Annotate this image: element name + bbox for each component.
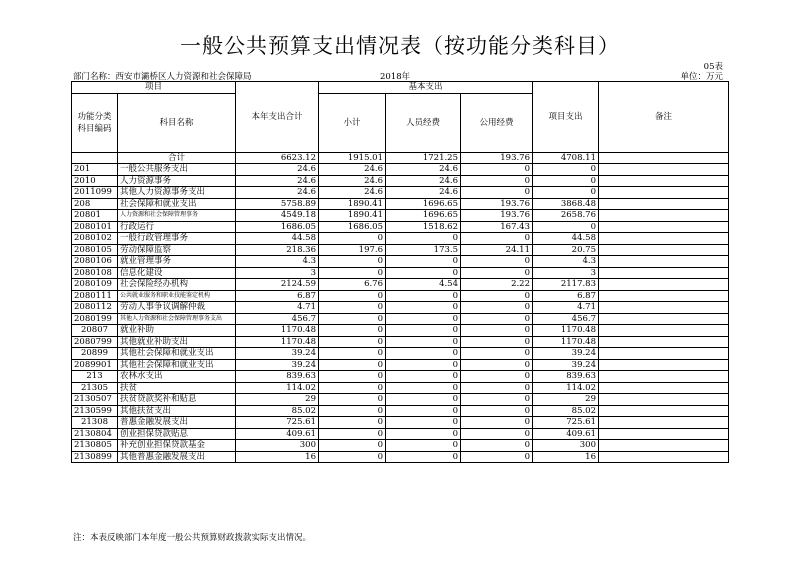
table-row [72, 175, 729, 187]
cell-subtotal: 0 [319, 382, 386, 394]
header-total: 本年支出合计 [236, 82, 319, 153]
cell-total: 24.6 [236, 175, 319, 187]
cell-name: 农林水支出 [118, 371, 236, 383]
cell-total: 1170.48 [236, 325, 319, 337]
cell-public: 0 [461, 417, 533, 429]
cell-total: 3 [236, 267, 319, 279]
cell-code: 2080105 [72, 244, 118, 256]
cell-subtotal: 24.6 [319, 187, 386, 199]
cell-total: 16 [236, 451, 319, 463]
cell-total: 6.87 [236, 290, 319, 302]
table-row [72, 279, 729, 291]
cell-total: 725.61 [236, 417, 319, 429]
cell-total: 4.3 [236, 256, 319, 268]
cell-name: 合计 [118, 152, 236, 164]
cell-public: 0 [461, 164, 533, 176]
cell-code: 2011099 [72, 187, 118, 199]
header-project: 项目支出 [533, 82, 599, 153]
cell-code: 2080101 [72, 221, 118, 233]
cell-name: 信息化建设 [118, 267, 236, 279]
cell-code: 213 [72, 371, 118, 383]
table-row [72, 267, 729, 279]
table-row [72, 336, 729, 348]
cell-name: 其他社会保障和就业支出 [118, 359, 236, 371]
cell-public: 0 [461, 256, 533, 268]
table-row [72, 233, 729, 245]
cell-project: 44.58 [533, 233, 599, 245]
cell-personnel: 0 [386, 428, 461, 440]
cell-personnel: 4.54 [386, 279, 461, 291]
cell-remark [599, 417, 729, 429]
cell-name: 劳动人事争议调解仲裁 [118, 302, 236, 314]
cell-total: 409.61 [236, 428, 319, 440]
cell-project: 456.7 [533, 313, 599, 325]
cell-subtotal: 0 [319, 336, 386, 348]
table-row [72, 394, 729, 406]
cell-personnel: 0 [386, 359, 461, 371]
cell-name: 劳动保障监察 [118, 244, 236, 256]
cell-code: 2080112 [72, 302, 118, 314]
cell-public: 0 [461, 394, 533, 406]
cell-subtotal: 6.76 [319, 279, 386, 291]
cell-code: 2130805 [72, 440, 118, 452]
table-number: 05表 [703, 62, 723, 72]
cell-remark [599, 451, 729, 463]
cell-public: 0 [461, 290, 533, 302]
cell-personnel: 0 [386, 417, 461, 429]
cell-remark [599, 359, 729, 371]
table-row [72, 302, 729, 314]
cell-total: 456.7 [236, 313, 319, 325]
cell-code: 21305 [72, 382, 118, 394]
cell-public: 0 [461, 371, 533, 383]
cell-remark [599, 256, 729, 268]
department-name: 部门名称：西安市灞桥区人力资源和社会保障局 [73, 72, 252, 82]
table-row [72, 371, 729, 383]
table-row [72, 221, 729, 233]
cell-code: 20801 [72, 210, 118, 222]
table-row [72, 440, 729, 452]
cell-remark [599, 210, 729, 222]
cell-personnel: 0 [386, 267, 461, 279]
cell-project: 0 [533, 187, 599, 199]
cell-public: 0 [461, 428, 533, 440]
table-row [72, 210, 729, 222]
cell-name: 一般公共服务支出 [118, 164, 236, 176]
header-name: 科目名称 [118, 93, 236, 152]
cell-project: 39.24 [533, 348, 599, 360]
cell-total: 2124.59 [236, 279, 319, 291]
cell-code: 2080799 [72, 336, 118, 348]
cell-personnel: 24.6 [386, 187, 461, 199]
cell-subtotal: 197.6 [319, 244, 386, 256]
cell-public: 167.43 [461, 221, 533, 233]
cell-total: 4549.18 [236, 210, 319, 222]
table-row [72, 417, 729, 429]
cell-remark [599, 394, 729, 406]
cell-name: 其他普惠金融发展支出 [118, 451, 236, 463]
cell-name: 其他人力资源和社会保障管理事务支出 [118, 313, 236, 325]
cell-remark [599, 187, 729, 199]
cell-project: 4708.11 [533, 152, 599, 164]
cell-total: 1170.48 [236, 336, 319, 348]
page-title: 一般公共预算支出情况表（按功能分类科目） [180, 34, 620, 58]
cell-name: 创业担保贷款贴息 [118, 428, 236, 440]
cell-name: 社会保障和就业支出 [118, 198, 236, 210]
cell-public: 2.22 [461, 279, 533, 291]
cell-project: 1170.48 [533, 336, 599, 348]
cell-total: 839.63 [236, 371, 319, 383]
table-row [72, 313, 729, 325]
cell-total: 39.24 [236, 359, 319, 371]
cell-personnel: 0 [386, 451, 461, 463]
cell-total: 44.58 [236, 233, 319, 245]
cell-total: 29 [236, 394, 319, 406]
table-row [72, 164, 729, 176]
cell-subtotal: 1686.05 [319, 221, 386, 233]
cell-code: 2130599 [72, 405, 118, 417]
cell-total: 114.02 [236, 382, 319, 394]
cell-public: 0 [461, 440, 533, 452]
cell-name: 公共就业服务和职业技能鉴定机构 [118, 290, 236, 302]
table-row [72, 428, 729, 440]
cell-code: 2010 [72, 175, 118, 187]
cell-personnel: 1696.65 [386, 198, 461, 210]
cell-project: 4.71 [533, 302, 599, 314]
cell-code: 2080111 [72, 290, 118, 302]
cell-public: 0 [461, 313, 533, 325]
cell-total: 39.24 [236, 348, 319, 360]
cell-name: 其他就业补助支出 [118, 336, 236, 348]
cell-subtotal: 0 [319, 417, 386, 429]
cell-remark [599, 428, 729, 440]
table-row [72, 152, 729, 164]
cell-project: 20.75 [533, 244, 599, 256]
cell-name: 其他人力资源事务支出 [118, 187, 236, 199]
cell-personnel: 0 [386, 371, 461, 383]
cell-personnel: 0 [386, 394, 461, 406]
cell-total: 300 [236, 440, 319, 452]
cell-public: 0 [461, 348, 533, 360]
table-row [72, 187, 729, 199]
cell-name: 人力资源和社会保障管理事务 [118, 210, 236, 222]
cell-name: 社会保险经办机构 [118, 279, 236, 291]
cell-project: 0 [533, 175, 599, 187]
cell-total: 218.36 [236, 244, 319, 256]
cell-remark [599, 336, 729, 348]
cell-remark [599, 371, 729, 383]
year-label: 2018年 [380, 72, 411, 82]
cell-public: 0 [461, 405, 533, 417]
cell-remark [599, 267, 729, 279]
cell-personnel: 0 [386, 290, 461, 302]
cell-personnel: 0 [386, 256, 461, 268]
cell-name: 一般行政管理事务 [118, 233, 236, 245]
cell-personnel: 1518.62 [386, 221, 461, 233]
cell-project: 2658.76 [533, 210, 599, 222]
cell-name: 人力资源事务 [118, 175, 236, 187]
cell-remark [599, 405, 729, 417]
cell-subtotal: 0 [319, 348, 386, 360]
cell-name: 行政运行 [118, 221, 236, 233]
cell-project: 39.24 [533, 359, 599, 371]
cell-total: 5758.89 [236, 198, 319, 210]
cell-personnel: 1696.65 [386, 210, 461, 222]
cell-subtotal: 0 [319, 313, 386, 325]
cell-personnel: 0 [386, 440, 461, 452]
cell-name: 就业管理事务 [118, 256, 236, 268]
cell-subtotal: 0 [319, 440, 386, 452]
cell-total: 85.02 [236, 405, 319, 417]
cell-subtotal: 1915.01 [319, 152, 386, 164]
cell-project: 300 [533, 440, 599, 452]
cell-remark [599, 164, 729, 176]
table-row [72, 256, 729, 268]
cell-subtotal: 0 [319, 451, 386, 463]
cell-name: 普惠金融发展支出 [118, 417, 236, 429]
cell-code: 20807 [72, 325, 118, 337]
cell-public: 0 [461, 187, 533, 199]
cell-project: 3 [533, 267, 599, 279]
cell-code: 2080109 [72, 279, 118, 291]
cell-personnel: 0 [386, 313, 461, 325]
cell-project: 3868.48 [533, 198, 599, 210]
cell-personnel: 0 [386, 325, 461, 337]
cell-remark [599, 279, 729, 291]
cell-code: 2089901 [72, 359, 118, 371]
cell-remark [599, 175, 729, 187]
header-remark: 备注 [599, 82, 729, 153]
cell-public: 0 [461, 451, 533, 463]
cell-subtotal: 0 [319, 371, 386, 383]
cell-subtotal: 0 [319, 267, 386, 279]
cell-remark [599, 313, 729, 325]
cell-name: 就业补助 [118, 325, 236, 337]
header-item: 项目 [72, 82, 236, 94]
cell-code: 2130804 [72, 428, 118, 440]
table-row [72, 198, 729, 210]
header-code: 功能分类科目编码 [72, 93, 118, 152]
cell-subtotal: 0 [319, 256, 386, 268]
cell-code: 201 [72, 164, 118, 176]
cell-subtotal: 0 [319, 405, 386, 417]
cell-total: 24.6 [236, 164, 319, 176]
cell-code: 2080108 [72, 267, 118, 279]
cell-code: 208 [72, 198, 118, 210]
unit-label: 单位：万元 [680, 72, 723, 82]
cell-name: 其他扶贫支出 [118, 405, 236, 417]
cell-subtotal: 1890.41 [319, 210, 386, 222]
cell-remark [599, 302, 729, 314]
cell-code: 21308 [72, 417, 118, 429]
cell-remark [599, 244, 729, 256]
table-row [72, 451, 729, 463]
cell-public: 0 [461, 302, 533, 314]
cell-subtotal: 0 [319, 302, 386, 314]
cell-personnel: 0 [386, 233, 461, 245]
cell-personnel: 0 [386, 336, 461, 348]
cell-name: 其他社会保障和就业支出 [118, 348, 236, 360]
cell-subtotal: 0 [319, 359, 386, 371]
cell-public: 193.76 [461, 152, 533, 164]
expenditure-table [71, 81, 729, 463]
cell-public: 0 [461, 359, 533, 371]
cell-personnel: 0 [386, 302, 461, 314]
cell-project: 0 [533, 221, 599, 233]
cell-code: 2080102 [72, 233, 118, 245]
cell-subtotal: 1890.41 [319, 198, 386, 210]
cell-project: 6.87 [533, 290, 599, 302]
cell-personnel: 1721.25 [386, 152, 461, 164]
footnote: 注：本表反映部门本年度一般公共预算财政拨款实际支出情况。 [73, 533, 312, 543]
cell-public: 0 [461, 382, 533, 394]
cell-total: 4.71 [236, 302, 319, 314]
cell-code: 20899 [72, 348, 118, 360]
cell-personnel: 0 [386, 382, 461, 394]
cell-total: 6623.12 [236, 152, 319, 164]
table-row [72, 405, 729, 417]
table-row [72, 244, 729, 256]
cell-project: 725.61 [533, 417, 599, 429]
cell-public: 0 [461, 233, 533, 245]
cell-project: 839.63 [533, 371, 599, 383]
cell-subtotal: 24.6 [319, 175, 386, 187]
cell-remark [599, 348, 729, 360]
cell-project: 1170.48 [533, 325, 599, 337]
cell-subtotal: 0 [319, 428, 386, 440]
cell-remark [599, 221, 729, 233]
table-row [72, 382, 729, 394]
header-public: 公用经费 [461, 93, 533, 152]
cell-personnel: 24.6 [386, 164, 461, 176]
cell-name: 扶贫贷款奖补和贴息 [118, 394, 236, 406]
cell-public: 0 [461, 267, 533, 279]
cell-total: 24.6 [236, 187, 319, 199]
cell-total: 1686.05 [236, 221, 319, 233]
cell-personnel: 173.5 [386, 244, 461, 256]
cell-project: 409.61 [533, 428, 599, 440]
table-row [72, 290, 729, 302]
cell-public: 0 [461, 175, 533, 187]
cell-project: 114.02 [533, 382, 599, 394]
table-row [72, 359, 729, 371]
cell-project: 2117.83 [533, 279, 599, 291]
cell-project: 85.02 [533, 405, 599, 417]
cell-personnel: 0 [386, 405, 461, 417]
header-personnel: 人员经费 [386, 93, 461, 152]
cell-public: 193.76 [461, 210, 533, 222]
header-subtotal: 小计 [319, 93, 386, 152]
cell-remark [599, 440, 729, 452]
cell-subtotal: 0 [319, 290, 386, 302]
cell-public: 0 [461, 325, 533, 337]
cell-project: 16 [533, 451, 599, 463]
cell-personnel: 24.6 [386, 175, 461, 187]
cell-code: 2130507 [72, 394, 118, 406]
cell-public: 0 [461, 336, 533, 348]
cell-remark [599, 198, 729, 210]
cell-remark [599, 290, 729, 302]
cell-remark [599, 382, 729, 394]
cell-code: 2080106 [72, 256, 118, 268]
cell-subtotal: 0 [319, 233, 386, 245]
cell-subtotal: 0 [319, 325, 386, 337]
cell-code [72, 152, 118, 164]
cell-personnel: 0 [386, 348, 461, 360]
cell-remark [599, 152, 729, 164]
cell-remark [599, 325, 729, 337]
cell-project: 0 [533, 164, 599, 176]
cell-subtotal: 0 [319, 394, 386, 406]
cell-code: 2130899 [72, 451, 118, 463]
cell-subtotal: 24.6 [319, 164, 386, 176]
cell-code: 2080199 [72, 313, 118, 325]
header-basic: 基本支出 [319, 82, 533, 94]
cell-remark [599, 233, 729, 245]
cell-project: 4.3 [533, 256, 599, 268]
cell-name: 补充创业担保贷款基金 [118, 440, 236, 452]
cell-project: 29 [533, 394, 599, 406]
table-row [72, 325, 729, 337]
cell-name: 扶贫 [118, 382, 236, 394]
table-row [72, 348, 729, 360]
cell-public: 193.76 [461, 198, 533, 210]
cell-public: 24.11 [461, 244, 533, 256]
